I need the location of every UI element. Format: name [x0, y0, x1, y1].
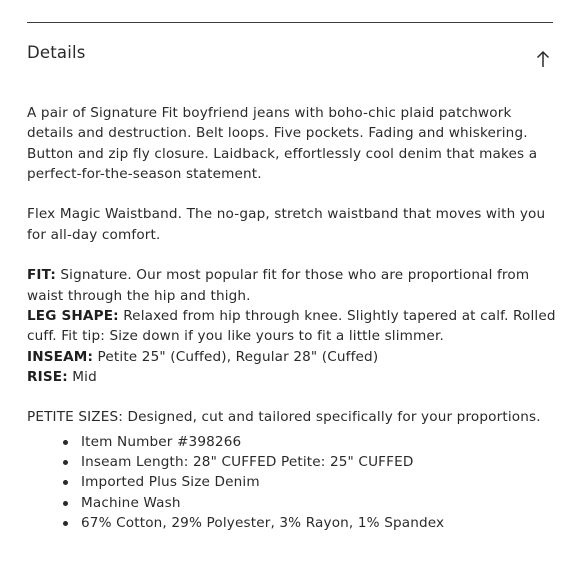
arrow-up-icon[interactable]	[535, 50, 551, 68]
waistband-description: Flex Magic Waistband. The no-gap, stretch waistband that moves with you for all-day comfort.	[27, 206, 546, 243]
top-divider	[27, 22, 553, 23]
bullet-icon	[63, 460, 68, 465]
list-item-text: Imported Plus Size Denim	[81, 474, 260, 491]
leg-shape-value: Relaxed from hip through knee. Slightly tapered at calf. Rolled cuff. Fit tip: Size down if you like yours to fit a little slimmer.	[27, 307, 556, 345]
bullet-icon	[63, 480, 68, 485]
details-bullet-list	[27, 432, 557, 533]
list-item-text: Machine Wash	[81, 494, 181, 511]
leg-shape-spec	[27, 306, 557, 347]
rise-spec	[27, 367, 557, 387]
rise-value: Mid	[72, 368, 97, 385]
list-item-text: Inseam Length: 28" CUFFED Petite: 25" CUFFED	[81, 454, 414, 471]
details-title: Details	[27, 43, 86, 62]
product-description: A pair of Signature Fit boyfriend jeans with boho-chic plaid patchwork details and destruction. Belt loops. Five pockets. Fading and whiskering. Button and zip fly closure. Laidback, effortlessly cool denim that makes a perfect-for-the-season statement.	[27, 105, 538, 182]
details-content	[27, 103, 557, 533]
leg-shape-label: LEG SHAPE:	[27, 307, 119, 324]
bullet-icon	[63, 521, 68, 526]
list-item-text: Item Number #398266	[81, 433, 242, 450]
fit-specs	[27, 265, 557, 387]
bullet-icon	[63, 440, 68, 445]
list-item-text: 67% Cotton, 29% Polyester, 3% Rayon, 1% Spandex	[81, 514, 445, 531]
list-item	[27, 452, 557, 472]
bullet-icon	[63, 501, 68, 506]
fit-value: Signature. Our most popular fit for those who are proportional from waist through the hip and thigh.	[27, 267, 530, 304]
rise-label: RISE:	[27, 368, 68, 385]
list-item	[27, 432, 557, 452]
inseam-spec	[27, 347, 557, 367]
list-item	[27, 493, 557, 513]
list-item	[27, 472, 557, 492]
fit-spec	[27, 265, 557, 306]
inseam-label: INSEAM:	[27, 348, 94, 365]
fit-label: FIT:	[27, 267, 56, 284]
inseam-value: Petite 25" (Cuffed), Regular 28" (Cuffed)	[97, 348, 379, 365]
list-item	[27, 513, 557, 533]
details-accordion-header[interactable]	[27, 38, 553, 72]
petite-sizes-note: PETITE SIZES: Designed, cut and tailored specifically for your proportions.	[27, 409, 541, 426]
